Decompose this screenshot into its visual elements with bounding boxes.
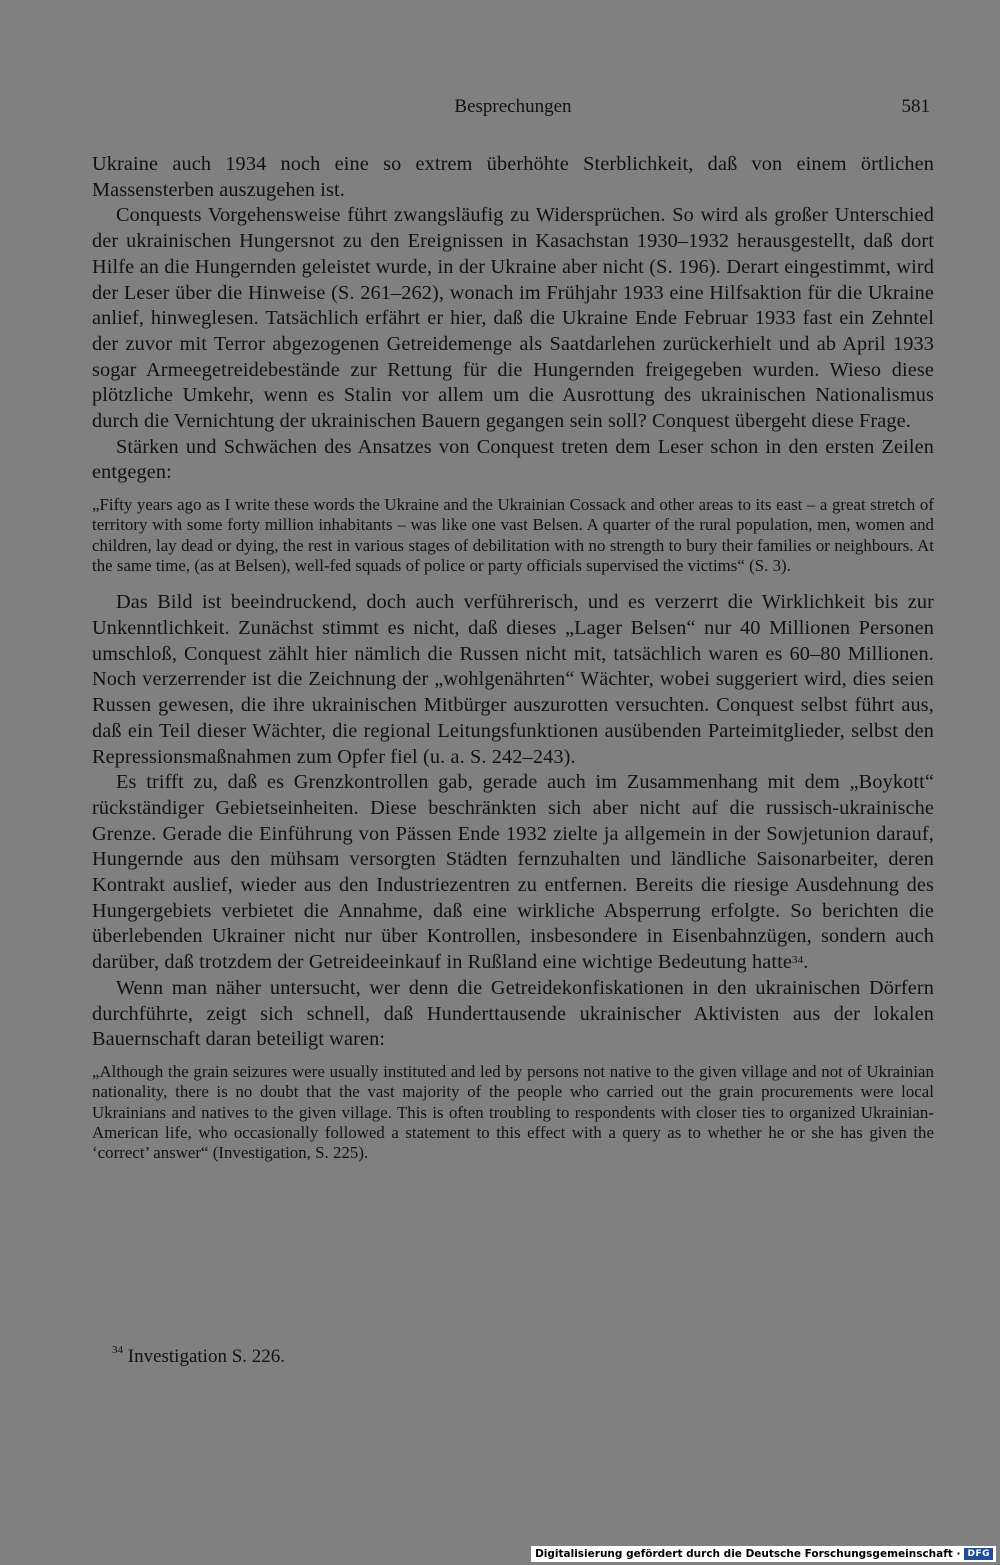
paragraph: Ukraine auch 1934 noch eine so extrem überhöhte Sterblichkeit, daß von einem örtlichen Massensterben auszugehen ist. bbox=[92, 153, 934, 201]
footnote-number: 34 bbox=[112, 1344, 123, 1356]
digitization-credit bbox=[531, 1546, 996, 1562]
quote-text: „Fifty years ago as I write these words the Ukraine and the Ukrainian Cossack and other areas to its east – a great stretch of territory with some forty million inhabitants – was like one vast Belsen. A quarter of the rural population, men, women and children, lay dead or dying, the rest in various stages of debilitation with no strength to bury their families or neighbours. At the same time, (as at Belsen), well-fed squads of police or party officials supervised the victims“ (S. 3). bbox=[92, 495, 934, 576]
quote-text: „Although the grain seizures were usually instituted and led by persons not native to the given village and not of Ukrainian nationality, there is no doubt that the vast majority of the people who carried out the grain procurements were local Ukrainians and natives to the given village. This is often troubling to respondents with closer ties to organized Ukrainian-American life, who occasionally followed a statement to this effect with a query as to whether he or she has given the ‘correct’ answer“ (Investigation, S. 225). bbox=[92, 1061, 934, 1163]
footnote-reference: 34 bbox=[792, 954, 804, 967]
footnote-text: Investigation S. 226. bbox=[123, 1346, 286, 1367]
paragraph-text: Es trifft zu, daß es Grenzkontrollen gab, gerade auch im Zusammenhang mit dem „Boykott“ rückständiger Gebietseinheiten. Diese beschränkten sich aber nicht auf die russisch-ukrainische Grenze. Gerade die Einführung von Pässen Ende 1932 zielte ja allgemein in der Sowjetunion darauf, Hungernde aus den mühsam versorgten Städten fernzuhalten und ländliche Saisonarbeiter, deren Kontrakt auslief, wieder aus den Industriezentren zu entfernen. Bereits die riesige Ausdehnung des Hungergebiets verbietet die Annahme, daß eine wirkliche Absperrung erfolgte. So berichten die überlebenden Ukrainer nicht nur über Kontrollen, insbesondere in Eisenbahnzügen, sondern auch darüber, daß trotzdem der Getreideeinkauf in Rußland eine wichtige Bedeutung hatte bbox=[92, 771, 934, 974]
paragraph-end: . bbox=[803, 951, 809, 974]
running-header bbox=[92, 96, 934, 126]
dfg-logo-icon: DFG bbox=[964, 1548, 993, 1560]
paragraph: Wenn man näher untersucht, wer denn die Getreidekonfiskationen in den ukrainischen Dörfern durchführte, zeigt sich schnell, daß Hunderttausende ukrainischer Aktivisten aus der lokalen Bauernschaft daran beteiligt waren: bbox=[92, 976, 934, 1051]
paragraph: Das Bild ist beeindruckend, doch auch verführerisch, und es verzerrt die Wirklichkeit bis zur Unkenntlichkeit. Zunächst stimmt es nicht, daß dieses „Lager Belsen“ nur 40 Millionen Personen umschloß, Conquest zählt hier nämlich die Russen nicht mit, tatsächlich waren es 60–80 Millionen. Noch verzerrender ist die Zeichnung der „wohlgenährten“ Wächter, wobei suggeriert wird, dies seien Russen gewesen, die ihre ukrainischen Mitbürger auszurotten versuchten. Conquest selbst führt aus, daß ein Teil dieser Wächter, die regional Leitungsfunktionen ausübenden Parteimitglieder, selbst den Repressionsmaßnahmen zum Opfer fiel (u. a. S. 242–243). bbox=[92, 591, 934, 768]
paragraph bbox=[92, 770, 934, 976]
page-number: 581 bbox=[901, 96, 930, 117]
paragraph: Conquests Vorgehensweise führt zwangsläufig zu Widersprüchen. So wird als großer Unterschied der ukrainischen Hungersnot zu den Ereignissen in Kasachstan 1930–1932 herausgestellt, daß dort Hilfe an die Hungernden geleistet wurde, in der Ukraine aber nicht (S. 196). Derart eingestimmt, wird der Leser über die Hinweise (S. 261–262), wonach im Frühjahr 1933 eine Hilfsaktion für die Ukraine anlief, hinweglesen. Tatsächlich erfährt er hier, daß die Ukraine Ende Februar 1933 fast ein Zehntel der zuvor mit Terror abgezogenen Getreidemenge als Saatdarlehen zurückerhielt und ab April 1933 sogar Armeegetreidebestände zur Rettung für die Hungernden freigegeben wurden. Wieso diese plötzliche Umkehr, wenn es Stalin vor allem um die Ausrottung des ukrainischen Nationalismus durch die Vernichtung der ukrainischen Bauern gegangen sein soll? Conquest übergeht diese Frage. bbox=[92, 204, 934, 433]
credit-text: Digitalisierung gefördert durch die Deutsche Forschungsgemeinschaft · bbox=[535, 1548, 961, 1560]
footnote bbox=[112, 1346, 285, 1368]
block-quote bbox=[92, 1062, 934, 1163]
running-title: Besprechungen bbox=[454, 96, 572, 117]
paragraph: Stärken und Schwächen des Ansatzes von Conquest treten dem Leser schon in den ersten Zeilen entgegen: bbox=[92, 435, 934, 484]
block-quote bbox=[92, 495, 934, 576]
body-text bbox=[92, 152, 934, 1177]
